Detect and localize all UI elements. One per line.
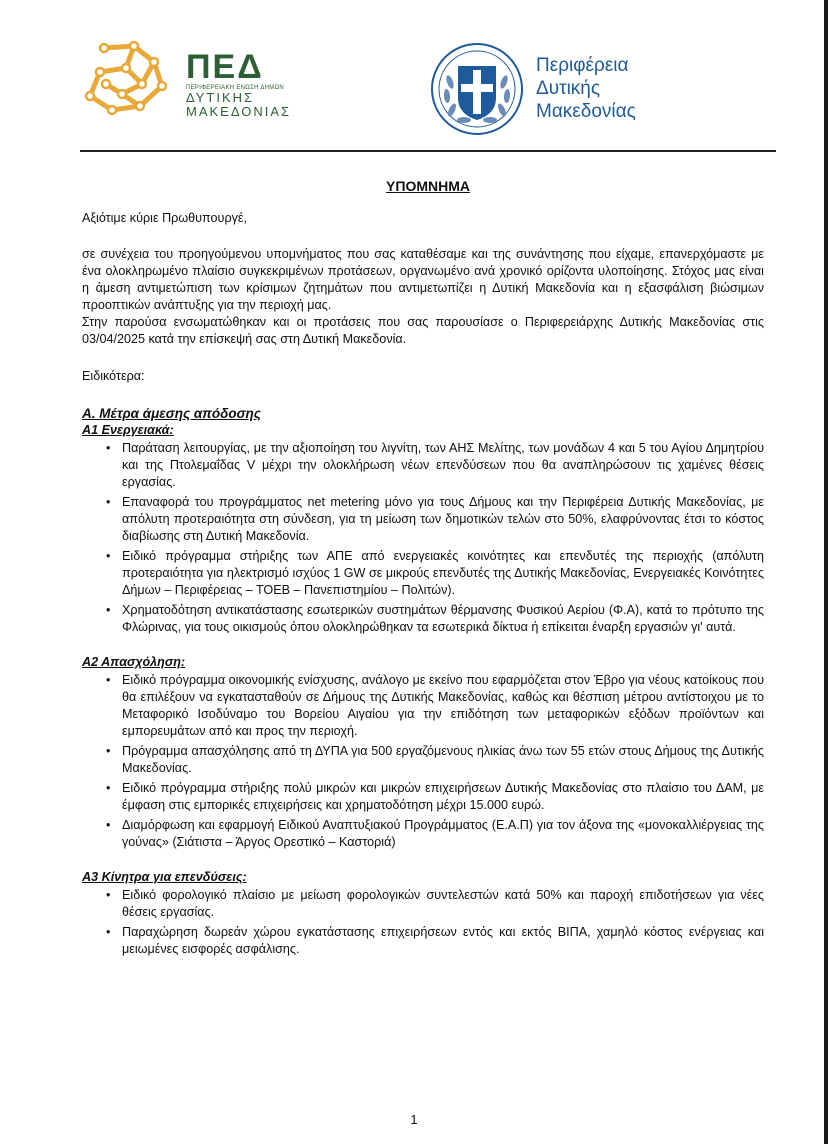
list-item-text: Ειδικό φορολογικό πλαίσιο με μείωση φορολογικών συντελεστών κατά 50% και παροχή επιδοτήσεων για νέες θέσεις εργασίας.: [122, 888, 764, 919]
section-a-heading: Α. Μέτρα άμεσης απόδοσης: [82, 406, 261, 421]
list-item: [82, 924, 764, 958]
list-item-text: Παραχώρηση δωρεάν χώρου εγκατάστασης επιχειρήσεων εντός και εκτός ΒΙΠΑ, χαμηλό κόστος ενέργειας και μειωμένες εισφορές ασφάλισης.: [122, 925, 764, 956]
bullet-icon: •: [106, 818, 111, 832]
list-item-text: Ειδικό πρόγραμμα οικονομικής ενίσχυσης, ανάλογο με εκείνο που εφαρμόζεται στον Έβρο για νέους κατοίκους που θα επιλέξουν να εγκατασταθούν σε Δήμους της Δυτικής Μακεδονίας, καθώς και θέσπιση μέτρου αντίστοιχου με το Μεταφορικό Ισοδύναμο του Βορείου Αιγαίου για την επιδότηση των μεταφορικών εξόδων προϊόντων και εμπορευμάτων από και προς την περιοχή.: [122, 673, 764, 738]
intro-paragraph-2: Στην παρούσα ενσωματώθηκαν και οι προτάσεις που σας παρουσίασε ο Περιφερειάρχης Δυτικής Μακεδονίας στις 03/04/2025 κατά την επίσκεψή σας στη Δυτική Μακεδονία.: [82, 315, 764, 346]
list-item: [82, 548, 764, 599]
bullet-icon: •: [106, 441, 111, 455]
ped-line-2: ΜΑΚΕΔΟΝΙΑΣ: [186, 104, 292, 119]
region-line-3: Μακεδονίας: [536, 101, 636, 122]
bullet-icon: •: [106, 673, 111, 687]
bullet-icon: •: [106, 549, 111, 563]
document-body: [82, 178, 764, 961]
list-item: [82, 440, 764, 491]
bullet-icon: •: [106, 603, 111, 617]
ped-logo-icon: [82, 40, 172, 118]
salutation: Αξιότιμε κύριε Πρωθυπουργέ,: [82, 211, 248, 225]
document-title: ΥΠΟΜΝΗΜΑ: [386, 178, 470, 194]
list-item: [82, 494, 764, 545]
bullet-icon: •: [106, 744, 111, 758]
list-item-text: Παράταση λειτουργίας, με την αξιοποίηση του λιγνίτη, των ΑΗΣ Μελίτης, των μονάδων 4 και 5 του Αγίου Δημητρίου και της Πτολεμαΐδας V μέχρι την ολοκλήρωση νέων επενδύσεων που θα αναπληρώσουν τις χαμένες θέσεις εργασίας.: [122, 441, 764, 489]
list-item: [82, 602, 764, 636]
ped-line-1: ΔΥΤΙΚΗΣ: [186, 90, 255, 105]
ped-small-line: ΠΕΡΙΦΕΡΕΙΑΚΗ ΕΝΩΣΗ ΔΗΜΩΝ: [186, 85, 285, 91]
list-item: [82, 743, 764, 777]
a2-list: [82, 672, 764, 851]
region-line-1: Περιφέρεια: [536, 55, 629, 76]
bullet-icon: •: [106, 495, 111, 509]
list-item-text: Ειδικό πρόγραμμα στήριξης των ΑΠΕ από ενεργειακές κοινότητες και επενδυτές της περιοχής (απόλυτη προτεραιότητα για ηλεκτρισμό ισχύος 1 GW σε μικρούς επενδυτές της Δυτικής Μακεδονίας, Ενεργειακές Κοινότητες Δήμων – Περιφέρειας – ΤΟΕΒ – Πανεπιστημίου – Πολιτών).: [122, 549, 764, 597]
ped-acronym: ΠΕΔ: [186, 48, 264, 86]
region-line-2: Δυτικής: [536, 78, 601, 99]
a2-heading: Α2 Απασχόληση:: [82, 655, 186, 669]
region-title: [536, 54, 636, 123]
ped-logo-text: [186, 50, 316, 119]
specifically-label: Ειδικότερα:: [82, 369, 145, 383]
bullet-icon: •: [106, 781, 111, 795]
list-item-text: Χρηματοδότηση αντικατάστασης εσωτερικών συστημάτων θέρμανσης Φυσικού Αερίου (Φ.Α), κατά το πρότυπο της Φλώρινας, για τους οικισμούς όπου ολοκληρώθηκαν τα εσωτερικά δίκτυα ή επίκειται έναρξη εργασιών γι' αυτά.: [122, 603, 764, 634]
list-item-text: Ειδικό πρόγραμμα στήριξης πολύ μικρών και μικρών επιχειρήσεων Δυτικής Μακεδονίας στο πλαίσιο του ΔΑΜ, με έμφαση στις εμπορικές επιχειρήσεις και χρηματοδότηση μέχρι 15.000 ευρώ.: [122, 781, 764, 812]
a1-heading: Α1 Ενεργειακά:: [82, 423, 174, 437]
a1-list: [82, 440, 764, 636]
list-item: [82, 887, 764, 921]
list-item-text: Επαναφορά του προγράμματος net metering μόνο για τους Δήμους και την Περιφέρεια Δυτικής Μακεδονίας, με απόλυτη προτεραιότητα στη σύνδεση, για τη μείωση των δημοτικών τελών στο 50%, ελαφρύνοντας έτσι το κόστος διαβίωσης στη Δυτική Μακεδονία.: [122, 495, 764, 543]
page-number: 1: [410, 1112, 418, 1127]
list-item: [82, 817, 764, 851]
list-item-text: Διαμόρφωση και εφαρμογή Ειδικού Αναπτυξιακού Προγράμματος (Ε.Α.Π) για τον άξονα της «μονοκαλλιέργειας της γούνας» (Σιάτιστα – Άργος Ορεστικό – Καστοριά): [122, 818, 764, 849]
list-item: [82, 672, 764, 740]
page-edge-shadow: [824, 0, 828, 1144]
list-item: [82, 780, 764, 814]
a3-list: [82, 887, 764, 958]
a3-heading: Α3 Κίνητρα για επενδύσεις:: [82, 870, 247, 884]
list-item-text: Πρόγραμμα απασχόλησης από τη ΔΥΠΑ για 500 εργαζόμενους ηλικίας άνω των 55 ετών στους Δήμους της Δυτικής Μακεδονίας.: [122, 744, 764, 775]
greek-cross-emblem-icon: [430, 42, 524, 136]
bullet-icon: •: [106, 925, 111, 939]
bullet-icon: •: [106, 888, 111, 902]
intro-paragraph: σε συνέχεια του προηγούμενου υπομνήματος που σας καταθέσαμε και της συνάντησης που είχαμε, επανερχόμαστε με ένα ολοκληρωμένο πλαίσιο συγκεκριμένων προτάσεων, οργανωμένο ανά χρονικό ορίζοντα υλοποίησης. Στόχος μας είναι η άμεση αντιμετώπιση των κρίσιμων ζητημάτων που αντιμετωπίζει η Δυτική Μακεδονία και η εξασφάλιση βιώσιμων προοπτικών ανάπτυξης για την περιοχή μας.: [82, 247, 764, 312]
header-divider: [80, 150, 776, 152]
